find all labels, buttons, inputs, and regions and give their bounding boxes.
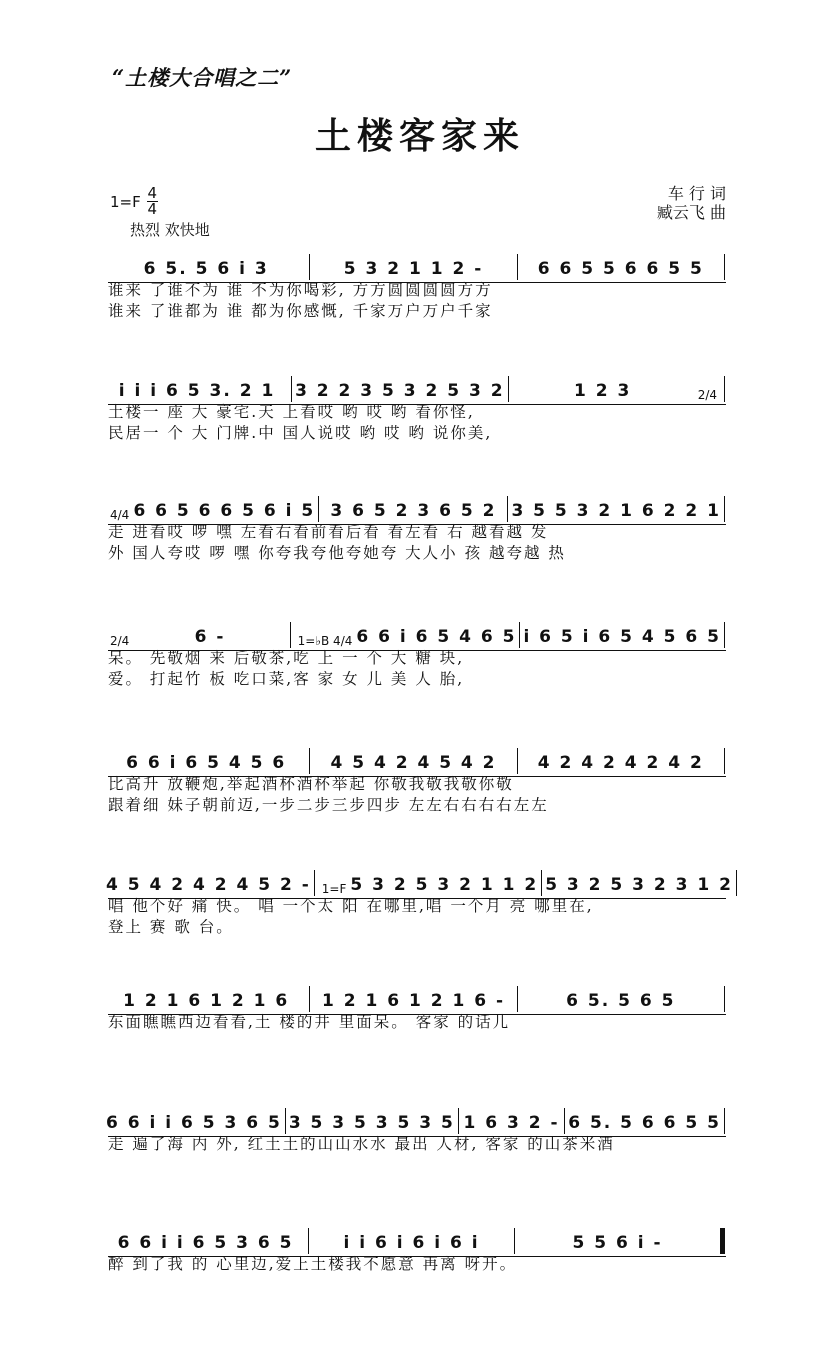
lyric-line: 跟着细 妹子朝前迈,一步二步三步四步 左左右右右右左左 [108, 796, 549, 814]
barline [519, 622, 520, 648]
notation-mark: 4/4 [110, 508, 130, 522]
beam-line [108, 650, 726, 651]
barline [508, 376, 509, 402]
barline [308, 1228, 309, 1254]
key-signature [110, 186, 158, 217]
measure: 5 3 2 5 3 2 3 1 2 [545, 875, 733, 895]
barline [724, 254, 725, 280]
measure: 1 2 1 6 1 2 1 6 [123, 991, 290, 1011]
barline [507, 496, 508, 522]
notation-mark: 1=♭B 4/4 [297, 634, 353, 648]
notation-row [100, 866, 734, 896]
music-system [100, 982, 734, 1033]
beam-line [108, 1256, 726, 1257]
notation-mark: 2/4 [697, 388, 717, 402]
barline [724, 496, 725, 522]
lyric-line: 谁来 了谁都为 谁 都为你感慨, 千家万户万户千家 [108, 302, 493, 320]
beam-line [108, 898, 726, 899]
lyric-line: 爱。 打起竹 板 吃口菜,客 家 女 儿 美 人 胎, [108, 670, 465, 688]
beam-line [108, 1014, 726, 1015]
notation-row [100, 372, 734, 402]
music-system [100, 866, 734, 938]
beam-line [108, 282, 726, 283]
music-system [100, 618, 734, 690]
barline [309, 748, 310, 774]
measure: 3 2 2 3 5 3 2 5 3 2 [295, 381, 505, 401]
barline [724, 1108, 725, 1134]
barline [314, 870, 315, 896]
barline [541, 870, 542, 896]
lyric-line: 谁来 了谁不为 谁 不为你喝彩, 方方圆圆圆圆方方 [108, 281, 493, 299]
lyric-line: 比高升 放鞭炮,举起酒杯酒杯举起 你敬我敬我敬你敬 [108, 775, 514, 793]
measure: 6 5. 5 6 i 3 [143, 259, 269, 279]
measure: i i 6 i 6 i 6 i [343, 1233, 480, 1253]
barline [291, 376, 292, 402]
measure: 1 6 3 2 - [463, 1113, 560, 1133]
lyric-line: 走 遍了海 内 外, 红土土的山山水水 最出 人材, 客家 的山茶米酒 [108, 1135, 615, 1153]
lyric-line: 唱 他个好 痛 快。 唱 一个太 阳 在哪里,唱 一个月 亮 哪里在, [108, 897, 594, 915]
beam-line [108, 1136, 726, 1137]
notation-row [100, 492, 734, 522]
beam-line [108, 524, 726, 525]
lyric-line: 登上 赛 歌 台。 [108, 918, 234, 936]
barline [724, 622, 725, 648]
measure: 3 5 5 3 2 1 6 2 2 1 [511, 501, 721, 521]
notation-row [100, 982, 734, 1012]
barline [458, 1108, 459, 1134]
barline [517, 986, 518, 1012]
notation-mark: 2/4 [110, 634, 130, 648]
measure: 5 5 6 i - [572, 1233, 663, 1253]
lyric-line: 走 进看哎 啰 嘿 左看右看前看后看 看左看 右 越看越 发 [108, 523, 549, 541]
measure: 1 2 3 [573, 381, 632, 401]
lyric-line: 民居一 个 大 门牌.中 国人说哎 哟 哎 哟 说你美, [108, 424, 493, 442]
notation-mark: 1=F [321, 882, 347, 896]
measure: 6 6 5 6 6 5 6 i 5 [133, 501, 316, 521]
composer-credit: 臧云飞 曲 [656, 203, 726, 222]
measure: 4 5 4 2 4 5 4 2 [330, 753, 497, 773]
barline [318, 496, 319, 522]
notation-row [100, 1224, 734, 1254]
time-signature [147, 186, 158, 217]
barline [309, 254, 310, 280]
beam-line [108, 776, 726, 777]
tempo-marking: 热烈 欢快地 [130, 221, 210, 239]
lyricist-credit: 车 行 词 [667, 184, 726, 203]
measure: 6 6 i i 6 5 3 6 5 [106, 1113, 282, 1133]
measure: 6 6 5 5 6 6 5 5 [537, 259, 704, 279]
song-title: 土楼客家来 [314, 116, 525, 157]
barline [517, 748, 518, 774]
measure: 6 6 i 6 5 4 5 6 [126, 753, 287, 773]
barline [724, 376, 725, 402]
measure: i i i 6 5 3. 2 1 [118, 381, 276, 401]
measure: 6 6 i i 6 5 3 6 5 [117, 1233, 294, 1253]
music-system [100, 372, 734, 444]
measure: 5 3 2 1 1 2 - [343, 259, 484, 279]
measure: 5 3 2 5 3 2 1 1 2 [350, 875, 539, 895]
measure: 6 5. 5 6 6 5 5 [568, 1113, 721, 1133]
time-bottom: 4 [147, 200, 158, 218]
credits [657, 184, 726, 222]
barline [736, 870, 737, 896]
barline [290, 622, 291, 648]
measure: 4 5 4 2 4 2 4 5 2 - [106, 875, 311, 895]
barline [564, 1108, 565, 1134]
measure: 6 6 i 6 5 4 6 5 [356, 627, 517, 647]
measure: i 6 5 i 6 5 4 5 6 5 [523, 627, 721, 647]
measure: 3 6 5 2 3 6 5 2 [330, 501, 497, 521]
measure: 4 2 4 2 4 2 4 2 [537, 753, 704, 773]
measure: 6 - [194, 627, 226, 647]
lyric-line: 东面瞧瞧西边看看,土 楼的井 里面呆。 客家 的话儿 [108, 1013, 511, 1031]
series-label: “土楼大合唱之二” [112, 65, 293, 90]
music-system [100, 744, 734, 816]
time-top: 4 [147, 184, 158, 202]
lyric-line: 土楼一 座 大 豪宅.天 上看哎 哟 哎 哟 看你怪, [108, 403, 475, 421]
notation-row [100, 618, 734, 648]
beam-line [108, 404, 726, 405]
barline [285, 1108, 286, 1134]
music-system [100, 1104, 734, 1155]
measure: 6 5. 5 6 5 [566, 991, 676, 1011]
music-system [100, 492, 734, 564]
key-label: 1=F [110, 192, 141, 211]
barline [514, 1228, 515, 1254]
notation-row [100, 250, 734, 280]
barline [309, 986, 310, 1012]
barline [724, 986, 725, 1012]
measure: 1 2 1 6 1 2 1 6 - [321, 991, 506, 1011]
notation-row [100, 744, 734, 774]
measure: 3 5 3 5 3 5 3 5 [288, 1113, 455, 1133]
lyric-line: 醉 到了我 的 心里边,爱上土楼我不愿意 再离 呀开。 [108, 1255, 518, 1273]
final-barline [720, 1228, 725, 1254]
music-system [100, 250, 734, 322]
lyric-line: 外 国人夸哎 啰 嘿 你夸我夸他夸她夸 大人小 孩 越夸越 热 [108, 544, 566, 562]
lyric-line: 呆。 先敬烟 来 后敬茶,吃 上 一 个 大 糖 块, [108, 649, 465, 667]
barline [517, 254, 518, 280]
barline [724, 748, 725, 774]
notation-row [100, 1104, 734, 1134]
music-system [100, 1224, 734, 1275]
